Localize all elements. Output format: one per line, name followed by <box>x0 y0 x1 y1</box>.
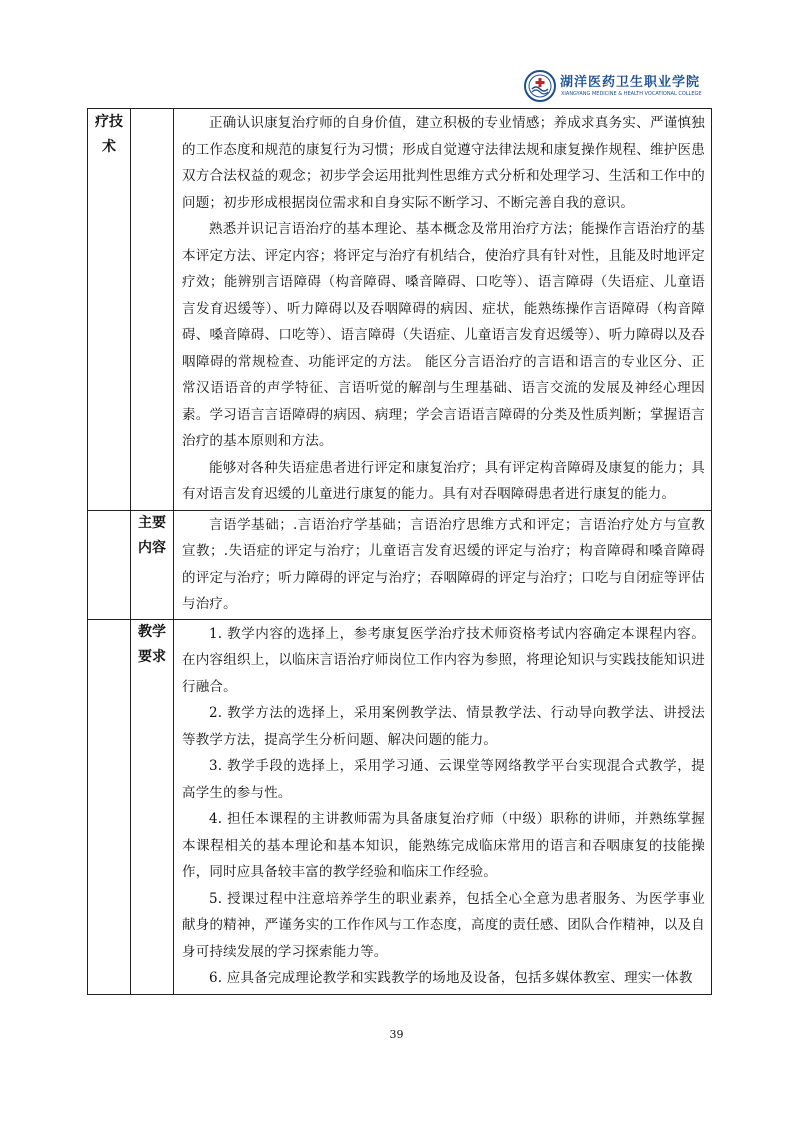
row-content-cell <box>174 619 712 994</box>
row-label-cell <box>88 510 131 619</box>
paragraph: 5. 授课过程中注意培养学生的职业素养，包括全心全意为患者服务、为医学事业献身的精神，严谨务实的工作作风与工作态度，高度的责任感、团队合作精神，以及自身可持续发展的学习探索能力等。 <box>182 890 705 960</box>
row-sublabel-cell <box>131 619 174 994</box>
row-content-cell <box>174 109 712 511</box>
page-number: 39 <box>389 1028 404 1041</box>
table-row-main-content <box>88 510 712 619</box>
school-emblem-icon <box>524 70 556 102</box>
paragraph: 能够对各种失语症患者进行评定和康复治疗；具有评定构音障碍及康复的能力；具有对语言发育迟缓的儿童进行康复的能力。具有对吞咽障碍患者进行康复的能力。 <box>182 459 705 502</box>
row-label-line2: 要求 <box>138 648 166 665</box>
row-label-cell <box>88 619 131 994</box>
course-table <box>87 108 712 995</box>
row-label-line1: 疗技 <box>95 114 123 130</box>
paragraph: 熟悉并识记言语治疗的基本理论、基本概念及常用治疗方法；能操作言语治疗的基本评定方法、评定内容；将评定与治疗有机结合，使治疗具有针对性，且能及时地评定疗效；能辨别言语障碍（构音障碍、嗓音障碍、口吃等）、语言障碍（失语症、儿童语言发育迟缓等）、听力障碍以及吞咽障碍的病因、症状，能熟练操作言语障碍（构音障碍、嗓音障碍、口吃等）、语言障碍（失语症、儿童语言发育迟缓等）、听力障碍以及吞咽障碍的常规检查、功能评定的方法。 能区分言语治疗的言语和语言的专业区分、正常汉语语音的声学特征、言语听觉的解剖与生理基础、语言交流的发展及神经心理因素。学习语言言语障碍的病因、病理；学会言语语言障碍的分类及性质判断；掌握语言治疗的基本原则和方法。 <box>182 221 705 449</box>
row-label-line2: 内容 <box>138 539 166 556</box>
paragraph: 1. 教学内容的选择上，参考康复医学治疗技术师资格考试内容确定本课程内容。在内容组织上，以临床言语治疗师岗位工作内容为参照，将理论知识与实践技能知识进行融合。 <box>182 625 705 695</box>
row-label-line1: 教学 <box>138 623 166 640</box>
row-label-cell <box>88 109 131 511</box>
paragraph: 3. 教学手段的选择上，采用学习通、云课堂等网络教学平台实现混合式教学，提高学生的参与性。 <box>182 758 705 801</box>
paragraph: 正确认识康复治疗师的自身价值，建立积极的专业情感；养成求真务实、严谨慎独的工作态度和规范的康复行为习惯；形成自觉遵守法律法规和康复操作规程、维护医患双方合法权益的观念；初步学会运用批判性思维方式分析和处理学习、生活和工作中的问题；初步形成根据岗位需求和自身实际不断学习、不断完善自我的意识。 <box>182 115 705 211</box>
paragraph: 2. 教学方法的选择上，采用案例教学法、情景教学法、行动导向教学法、讲授法等教学方法，提高学生分析问题、解决问题的能力。 <box>182 705 705 748</box>
paragraph: 4. 担任本课程的主讲教师需为具备康复治疗师（中级）职称的讲师，并熟练掌握本课程相关的基本理论和基本知识，能熟练完成临床常用的语言和吞咽康复的技能操作，同时应具备较丰富的教学经验和临床工作经验。 <box>182 811 705 880</box>
paragraph: 6. 应具备完成理论教学和实践教学的场地及设备，包括多媒体教室、理实一体教 <box>209 970 693 986</box>
row-label-line1: 主要 <box>138 514 166 531</box>
row-content-cell <box>174 510 712 619</box>
row-sublabel-cell <box>131 510 174 619</box>
school-name-cn: 湖洋医药卫生职业学院 <box>560 75 701 90</box>
paragraph: 言语学基础；.言语治疗学基础；言语治疗思维方式和评定；言语治疗处方与宣教宣教；.失语症的评定与治疗；儿童语言发育迟缓的评定与治疗；构音障碍和嗓音障碍的评定与治疗；听力障碍的评定与治疗；吞咽障碍的评定与治疗；口吃与自闭症等评估与治疗。 <box>182 516 705 612</box>
school-logo <box>524 70 714 106</box>
row-sublabel-cell <box>131 109 174 511</box>
table-row-technique <box>88 109 712 511</box>
row-label-line2: 术 <box>102 139 116 155</box>
school-name-en: XIANGYANG MEDICINE & HEALTH VOCATIONAL COLLEGE <box>561 91 702 97</box>
table-row-teaching-requirements <box>88 619 712 994</box>
